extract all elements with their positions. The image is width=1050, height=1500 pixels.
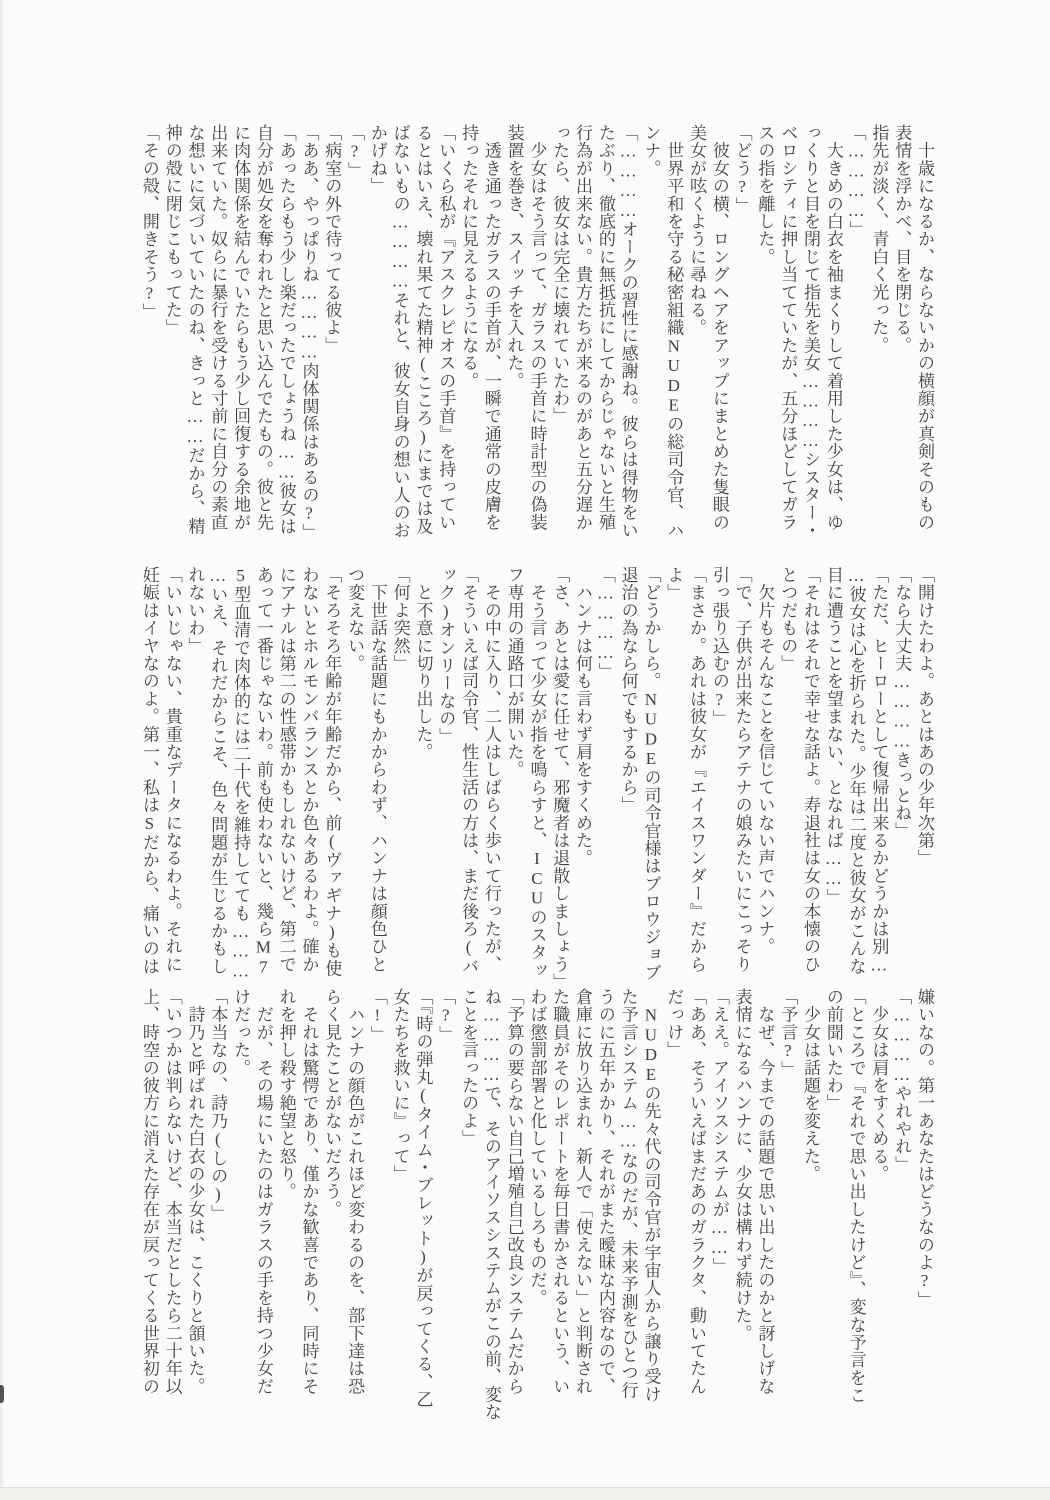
text-column: 嫌いなの。第一あなたはどうなのよ?」 (915, 988, 934, 1309)
text-column: 「…………」 (846, 124, 866, 239)
text-column: に肉体関係を結んでいたらもう少し回復する余地が (231, 124, 251, 532)
text-column: だが、その場にいたのはガラスの手を持つ少女だ (253, 988, 273, 1396)
text-column: 少女は話題を変えた。 (801, 988, 821, 1183)
page-edge-shadow-left (0, 0, 4, 1500)
text-column: 欠片もそんなことを信じていない声でハンナ。 (755, 566, 775, 956)
text-column: 自分が処女を奪われたと思い込んでたもの。彼と先 (253, 124, 273, 532)
text-column: 「?」 (436, 988, 456, 1044)
text-column: あって一番じゃないわ。前も使わないと、幾らM7 (253, 566, 273, 978)
text-column: 5型血清で肉体的には二十代を維持してても……… (231, 566, 251, 982)
text-column: 「そろそろ年齢が年齢だから、前(ヴァギナ)も使 (322, 566, 342, 978)
text-column: 出来ていた。奴らに暴行を受ける寸前に自分の素直 (208, 124, 228, 532)
text-column: 装置を巻き、スイッチを入れた。 (504, 124, 524, 390)
text-column: 「ああ、そういえばまだあのガラクタ、動いてたん (687, 988, 707, 1396)
text-column: 十歳になるか、ならないかの横顔が真剣そのもの (915, 124, 934, 532)
text-column: 行為が出来ない。貴方たちが来るのがあと五分遅か (573, 124, 593, 532)
text-column: 「…………やれやれ」 (892, 988, 912, 1173)
text-column: 「…………オークの習性に感謝ね。彼らは得物をい (618, 124, 638, 540)
page-edge-bottom (0, 1487, 1050, 1500)
text-column: た職員がそのレポートを毎日書かされるという、い (550, 988, 570, 1396)
text-column: 女たちを救いに』って」 (390, 988, 410, 1183)
text-column: 「ああ、やっぱりね…………肉体関係はあるの?」 (299, 124, 319, 542)
text-block-middle (137, 566, 935, 991)
text-column: ベロシティに押し当てていたが、五分ほどしてガラ (778, 124, 798, 532)
text-column: れを押し殺す絶望と怒り。 (276, 988, 296, 1201)
text-column: 「いつかは判らないけど、本当だとしたら二十年以 (162, 988, 182, 1396)
text-column: るとはいえ、壊れ果てた精神(こころ)にまでは及 (413, 124, 433, 536)
text-column: 世界平和を守る秘密組織NUDEの総司令官、ハ (664, 124, 684, 540)
text-column: わないとホルモンバランスとか色々あるわよ。確か (299, 566, 319, 974)
text-column: 妊娠はイヤなのよ。第一、私はSだから、痛いのは (139, 566, 159, 976)
text-column: 「いくら私が『アスクレピオスの手首』を持ってい (436, 124, 456, 532)
text-column: けだった。 (231, 988, 251, 1077)
text-column: 「予言?」 (778, 988, 798, 1079)
text-column: なぜ、今までの話題で思い出したのかと訝しげな (755, 988, 775, 1396)
text-block-top (137, 124, 935, 542)
text-column: な想いに気づいていたのね、きっと……だから、精 (185, 124, 205, 536)
text-column: と不意に切り出した。 (413, 566, 433, 761)
text-column: 「予算の要らない自己増殖自己改良システムだから (504, 988, 524, 1396)
text-column: つ変えない。 (345, 566, 365, 673)
text-column: 「ただ、ヒーローとして復帰出来るかどうかは別… (869, 566, 889, 976)
text-column: 「あったらもう少し楽だったでしょうね……彼女は (276, 124, 296, 536)
text-column: 「ところで『それで思い出したけど』、変な予言をこ (846, 988, 866, 1405)
text-column: ね…………で、そのアイソスシステムがこの前、変な (481, 988, 501, 1421)
text-column: 「開けたわよ。あとはあの少年次第」 (915, 566, 934, 867)
text-column: 引っ張り込むの?」 (709, 566, 729, 728)
text-column: らく見たことがないだろう。 (322, 988, 342, 1219)
text-column: 上、時空の彼方に消えた存在が戻ってくる世界初の (139, 988, 159, 1396)
text-column: フ専用の通路口が開いた。 (504, 566, 524, 779)
text-column: ことを言ったのよ」 (459, 988, 479, 1148)
text-column: 「どうかしら。NUDEの司令官様はブロウジョブ (641, 566, 661, 982)
text-column: うのに五年かかり、それがまた曖昧な内容なので、 (595, 988, 615, 1396)
text-column: 「なら大丈夫…………きっとね」 (892, 566, 912, 840)
text-column: 透き通ったガラスの手首が、一瞬で通常の皮膚を (481, 124, 501, 532)
text-column: 持ったそれに見えるようになる。 (459, 124, 479, 390)
text-column: ばないもの…………それと、彼女自身の想い人のお (390, 124, 410, 540)
text-column: ック)オンリーなの」 (436, 566, 456, 745)
text-column: 彼女の横、ロングヘアをアップにまとめた隻眼の (709, 124, 729, 532)
text-column: 「『時の弾丸(タイム・ブレット)が戻ってくる、乙 (413, 988, 433, 1409)
text-column: の前聞いたわ」 (823, 988, 843, 1112)
text-column: そう言って少女が指を鳴らすと、ICUのスタッ (527, 566, 547, 980)
text-column: 「で、子供が出来たらアテナの娘みたいにこっそり (732, 566, 752, 974)
text-column: 「!」 (367, 988, 387, 1044)
text-column: たぶり、徹底的に無抵抗にしてからじゃないと生殖 (595, 124, 615, 532)
text-column: …彼女は心を折られた。少年は二度と彼女がこんな (846, 566, 866, 976)
text-column: 大きめの白衣を袖まくりして着用した少女は、ゆ (823, 124, 843, 532)
text-column: 美女が呟くように尋ねる。 (687, 124, 707, 337)
text-column: だっけ」 (664, 988, 684, 1059)
text-column: 詩乃と呼ばれた白衣の少女は、こくりと頷いた。 (185, 988, 205, 1396)
text-column: 「そういえば司令官、性生活の方は、まだ後ろ(バ (459, 566, 479, 976)
text-column: 「どう?」 (732, 124, 752, 215)
text-column: 少女は肩をすくめる。 (869, 988, 889, 1183)
text-column: 「何よ突然」 (390, 566, 410, 673)
text-column: 表情になるハンナに、少女は構わず続けた。 (732, 988, 752, 1342)
text-column: 目に遭うことを望まない、となれば……」 (823, 566, 843, 907)
text-column: 退治の為なら何でもするから」 (618, 566, 638, 814)
text-column: ったら、彼女は完全に壊れていたわ」 (550, 124, 570, 425)
text-column: …いえ、それだからこそ、色々問題が生じるかもし (208, 566, 228, 976)
text-column: 「まさか。あれは彼女が『エイスワンダー』だから (687, 566, 707, 974)
text-column: 「さ、あとは愛に任せて、邪魔者は退散しましょう」 (550, 566, 570, 991)
text-column: た予言システム……なのだが、未来予測をひとつ行 (618, 988, 638, 1400)
text-column: 「ええ。アイソスシステムが……」 (709, 988, 729, 1276)
text-column: かげね」 (367, 124, 387, 195)
text-column: よ」 (664, 566, 684, 602)
text-column: 少女はそう言って、ガラスの手首に時計型の偽装 (527, 124, 547, 532)
text-column: 「…………」 (595, 566, 615, 681)
text-block-bottom (137, 988, 935, 1421)
text-column: スの指を離した。 (755, 124, 775, 266)
text-column: にアナルは第二の性感帯かもしれないけど、第二で (276, 566, 296, 974)
text-column: 倉庫に放り込まれ、新人で「使えない」と判断され (573, 988, 593, 1396)
text-column: 「本当なの、詩乃(しの)」 (208, 988, 228, 1223)
text-column: れないわ」 (185, 566, 205, 655)
text-column: 下世話な話題にもかからわず、ハンナは顔色ひと (367, 566, 387, 974)
text-column: それは驚愕であり、僅かな歓喜であり、同時にそ (299, 988, 319, 1396)
text-column: NUDEの先々代の司令官が宇宙人から譲り受け (641, 988, 661, 1404)
text-column: 神の殻に閉じこもってた」 (162, 124, 182, 337)
text-column: わば懲罰部署と化しているしろものだ。 (527, 988, 547, 1307)
text-column: 「その殻、開きそう?」 (139, 124, 159, 321)
text-column: ハンナの顔色がこれほど変わるのを、部下達は恐 (345, 988, 365, 1396)
scan-artifact-mark (0, 1385, 4, 1403)
text-column: 指先が淡く、青白く光った。 (869, 124, 889, 355)
text-column: ハンナは何も言わず肩をすくめた。 (573, 566, 593, 867)
text-column: その中に入り、二人はしばらく歩いて行ったが、 (481, 566, 501, 974)
text-column: 表情を浮かべ、目を閉じる。 (892, 124, 912, 355)
text-column: 「?」 (345, 124, 365, 180)
text-column: 「病室の外で待ってる彼よ」 (322, 124, 342, 355)
text-column: 「いいじゃない、貴重なデータになるわよ。それに (162, 566, 182, 974)
text-column: ンナ。 (641, 124, 661, 178)
text-column: とつだもの」 (778, 566, 798, 673)
text-column: っくりと目を閉じて指先を美女…………シスター・ (801, 124, 821, 540)
text-column: 「それはそれで幸せな話よ。寿退社は女の本懐のひ (801, 566, 821, 974)
